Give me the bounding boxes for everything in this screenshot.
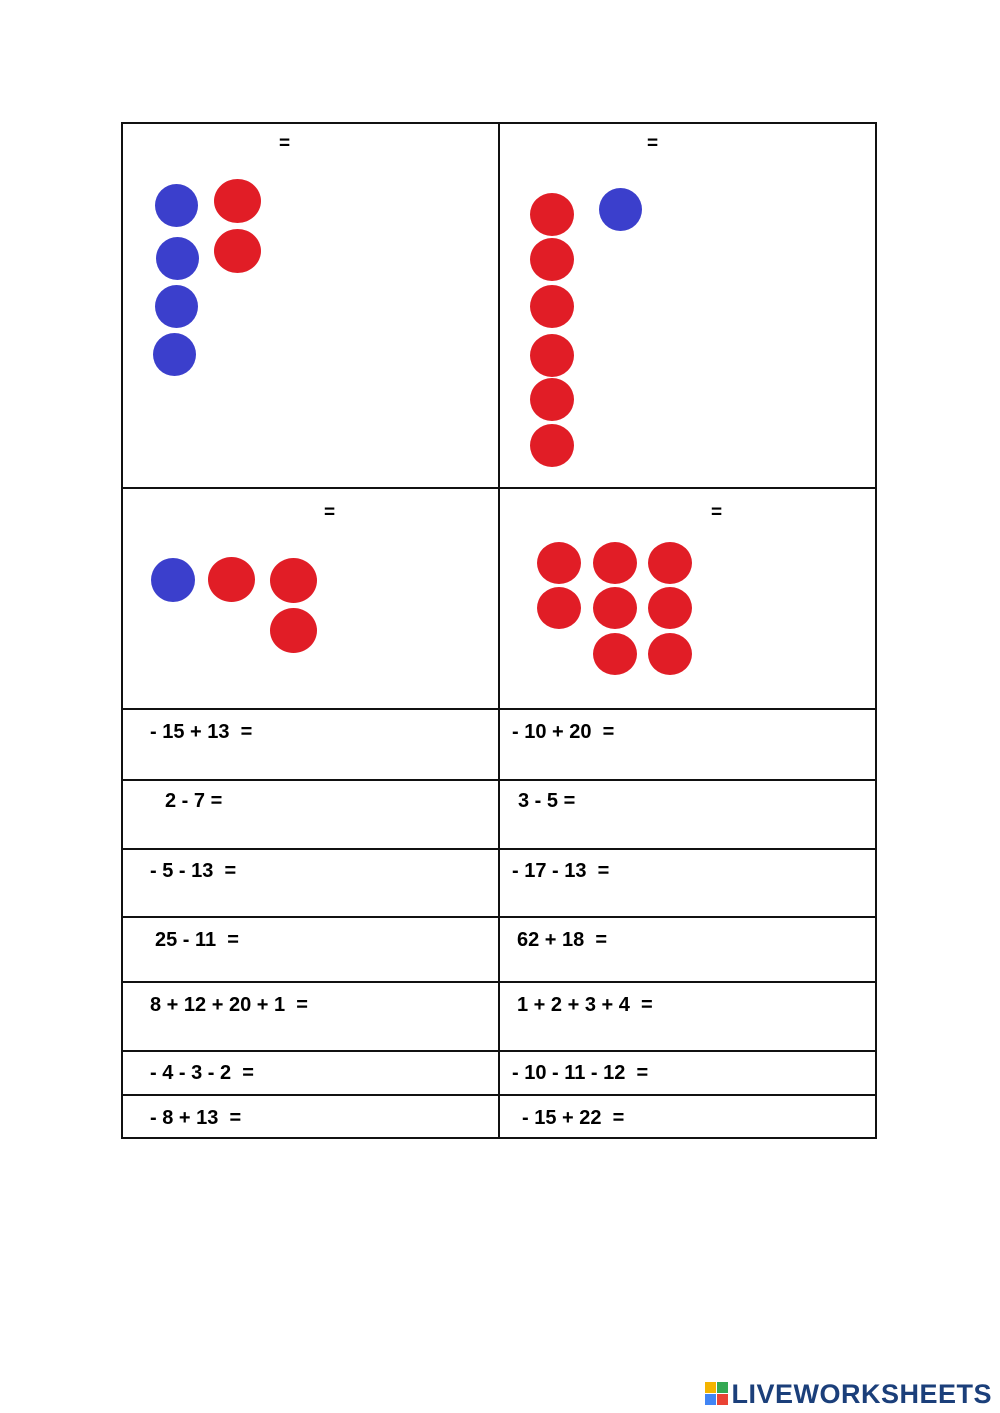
exercise-left-7: - 8 + 13 =: [150, 1107, 242, 1129]
blue-counter: [155, 285, 198, 328]
red-counter: [648, 542, 692, 584]
red-counter: [530, 334, 574, 377]
exercise-left-6: - 4 - 3 - 2 =: [150, 1062, 254, 1084]
red-counter: [270, 558, 317, 603]
exercise-left-1: - 15 + 13 =: [150, 721, 253, 743]
red-counter: [530, 238, 574, 281]
row-divider: [121, 487, 877, 489]
exercise-right-2: 3 - 5 =: [518, 790, 576, 812]
red-counter: [537, 542, 581, 584]
row-divider: [121, 1094, 877, 1096]
red-counter: [593, 542, 637, 584]
row-divider: [121, 1050, 877, 1052]
blue-counter: [599, 188, 642, 231]
red-counter: [537, 587, 581, 629]
row-divider: [121, 779, 877, 781]
red-counter: [270, 608, 317, 653]
exercise-left-4: 25 - 11 =: [155, 929, 239, 951]
row-divider: [121, 916, 877, 918]
red-counter: [208, 557, 255, 602]
exercise-right-1: - 10 + 20 =: [512, 721, 615, 743]
blue-counter: [155, 184, 198, 227]
panel-1-equals: =: [279, 133, 291, 154]
red-counter: [530, 285, 574, 328]
panel-4-equals: =: [711, 502, 723, 523]
exercise-right-7: - 15 + 22 =: [522, 1107, 625, 1129]
red-counter: [214, 229, 261, 273]
exercise-right-3: - 17 - 13 =: [512, 860, 610, 882]
red-counter: [530, 378, 574, 421]
grid-border-left: [121, 122, 123, 1139]
exercise-left-5: 8 + 12 + 20 + 1 =: [150, 994, 308, 1016]
panel-3-equals: =: [324, 502, 336, 523]
exercise-left-3: - 5 - 13 =: [150, 860, 237, 882]
row-divider: [121, 981, 877, 983]
brand-name: LIVEWORKSHEETS: [731, 1378, 992, 1409]
row-divider: [121, 708, 877, 710]
red-counter: [530, 193, 574, 236]
red-counter: [214, 179, 261, 223]
exercise-grid: [121, 122, 877, 1139]
red-counter: [593, 587, 637, 629]
exercise-right-6: - 10 - 11 - 12 =: [512, 1062, 649, 1084]
grid-border-right: [875, 122, 877, 1139]
grid-center-divider: [498, 122, 500, 1139]
liveworksheets-logo-icon: [705, 1382, 729, 1406]
blue-counter: [153, 333, 196, 376]
panel-2-equals: =: [647, 133, 659, 154]
exercise-left-2: 2 - 7 =: [165, 790, 223, 812]
footer-branding: [705, 1379, 992, 1409]
exercise-right-4: 62 + 18 =: [517, 929, 608, 951]
red-counter: [648, 633, 692, 675]
exercise-right-5: 1 + 2 + 3 + 4 =: [517, 994, 653, 1016]
red-counter: [593, 633, 637, 675]
red-counter: [648, 587, 692, 629]
blue-counter: [156, 237, 199, 280]
red-counter: [530, 424, 574, 467]
blue-counter: [151, 558, 195, 602]
row-divider: [121, 848, 877, 850]
